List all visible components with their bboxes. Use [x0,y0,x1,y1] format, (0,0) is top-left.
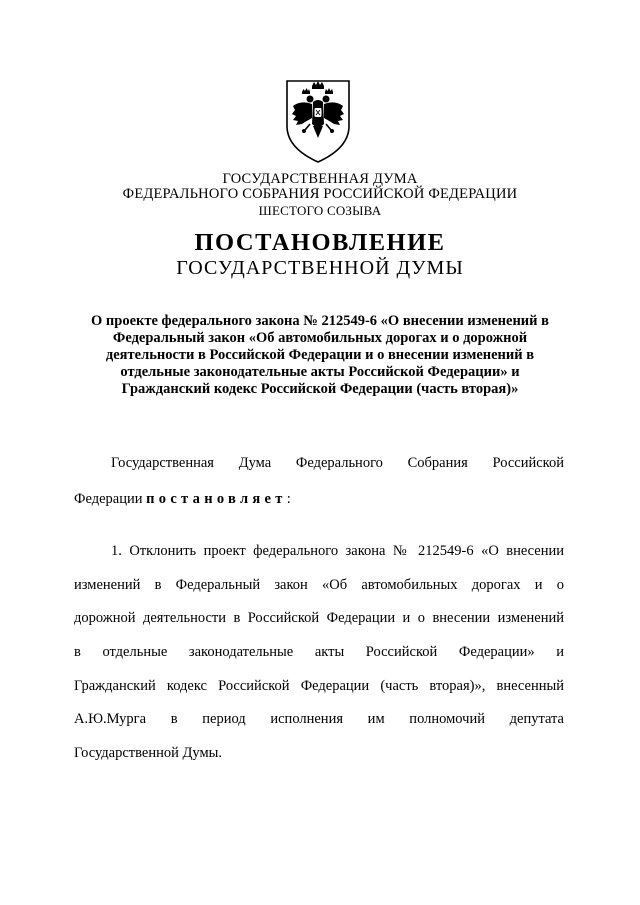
subject-line: Федеральный закон «Об автомобильных дорогах и о дорожной [112,330,528,346]
resolution-verb: постановляет [146,491,287,507]
subject-line: Гражданский кодекс Российской Федерации (часть вторая)» [121,381,519,397]
intro-text: Федерации [74,491,143,507]
convocation: ШЕСТОГО СОЗЫВА [258,203,382,218]
russian-coat-of-arms-icon [283,78,353,164]
item-line: Государственной Думы. [74,745,222,761]
intro-colon: : [286,491,291,507]
document-title: ПОСТАНОВЛЕНИЕ [194,229,446,256]
item-line: Гражданский кодекс Российской Федерации (часть вторая)», внесенный [74,678,564,694]
subject-line: О проекте федерального закона № 212549-6 «О внесении изменений в [91,313,549,329]
intro-line [74,491,564,508]
item-line: дорожной деятельности в Российской Федерации и о внесении изменений [74,610,564,626]
item-line: 1. Отклонить проект федерального закона № 212549-6 «О внесении [111,543,564,559]
document-subtitle: ГОСУДАРСТВЕННОЙ ДУМЫ [176,257,464,279]
document-subject [60,313,580,398]
subject-line: деятельности в Российской Федерации и о внесении изменений в [105,347,535,363]
org-name-line1: ГОСУДАРСТВЕННАЯ ДУМА [222,171,418,187]
org-name-line2: ФЕДЕРАЛЬНОГО СОБРАНИЯ РОССИЙСКОЙ ФЕДЕРАЦИИ [122,186,518,202]
item-line: изменений в Федеральный закон «Об автомобильных дорогах и о [74,577,564,593]
item-line: А.Ю.Мурга в период исполнения им полномочий депутата [74,711,564,727]
item-line: в отдельные законодательные акты Российской Федерации» и [74,644,564,660]
intro-line: Государственная Дума Федерального Собрания Российской [111,455,564,471]
subject-line: отдельные законодательные акты Российской Федерации» и [120,364,520,380]
